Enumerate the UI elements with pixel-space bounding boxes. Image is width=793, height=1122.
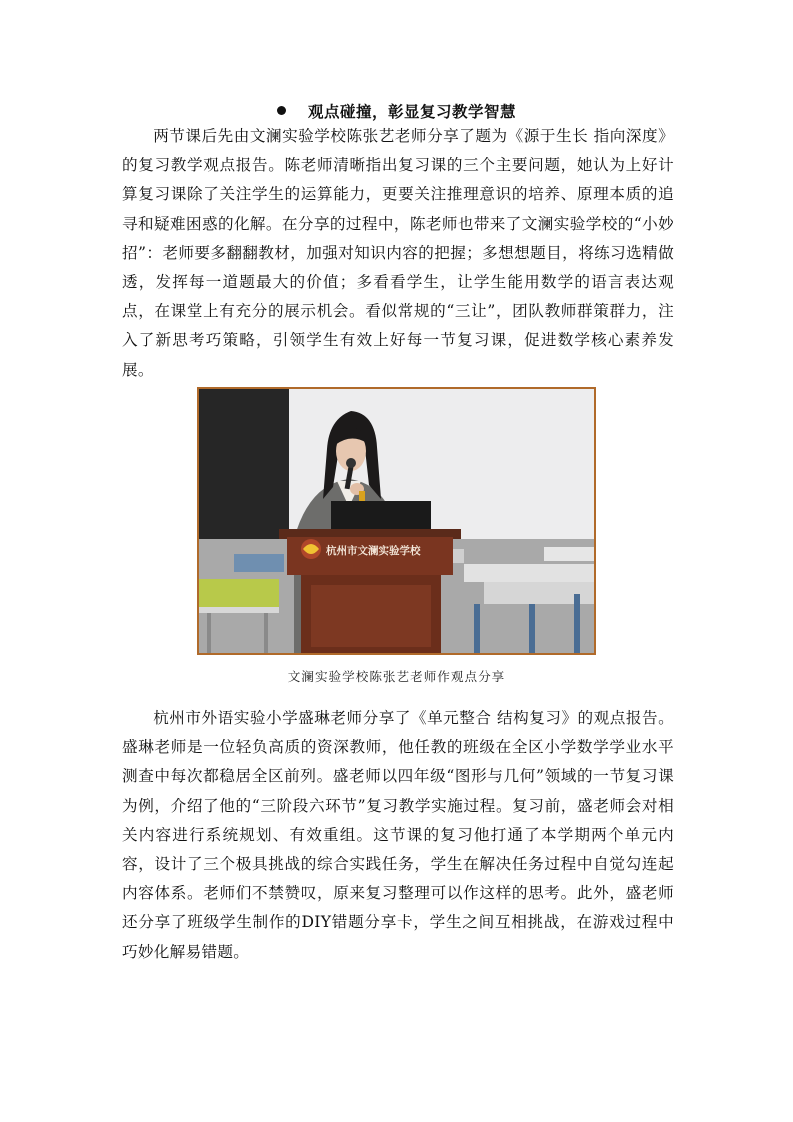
speaker-photo-illustration (199, 389, 594, 653)
bullet-icon (277, 106, 286, 115)
section-heading-text: 观点碰撞，彰显复习教学智慧 (307, 103, 516, 121)
speaker-photo (197, 387, 596, 655)
paragraph-1: 两节课后先由文澜实验学校陈张艺老师分享了题为《源于生长 指向深度》的复习教学观点报告。陈老师清晰指出复习课的三个主要问题，她认为上好计算复习课除了关注学生的运算能力，更要关注推理意识的培养、原理本质的追寻和疑难困惑的化解。在分享的过程中，陈老师也带来了文澜实验学校的“小妙招”：老师要多翻翻教材，加强对知识内容的把握；多想想题目，将练习选精做透，发挥每一道题最大的价值；多看看学生，让学生能用数学的语言表达观点，在课堂上有充分的展示机会。看似常规的“三让”，团队教师群策群力，注入了新思考巧策略，引领学生有效上好每一节复习课，促进数学核心素养发展。 (122, 127, 674, 379)
paragraph-2: 杭州市外语实验小学盛琳老师分享了《单元整合 结构复习》的观点报告。盛琳老师是一位轻负高质的资深教师，他任教的班级在全区小学数学学业水平测查中每次都稳居全区前列。盛老师以四年级“图形与几何”领域的一节复习课为例，介绍了他的“三阶段六环节”复习教学实施过程。复习前，盛老师会对相关内容进行系统规划、有效重组。这节课的复习他打通了本学期两个单元内容，设计了三个极具挑战的综合实践任务，学生在解决任务过程中自觉勾连起内容体系。老师们不禁赞叹，原来复习整理可以作这样的思考。此外，盛老师还分享了班级学生制作的DIY错题分享卡，学生之间互相挑战，在游戏过程中巧妙化解易错题。 (122, 709, 674, 961)
podium-logo-text: 杭州市文澜实验学校 (326, 545, 421, 557)
section-heading (0, 100, 793, 122)
photo-caption: 文澜实验学校陈张艺老师作观点分享 (287, 669, 506, 684)
